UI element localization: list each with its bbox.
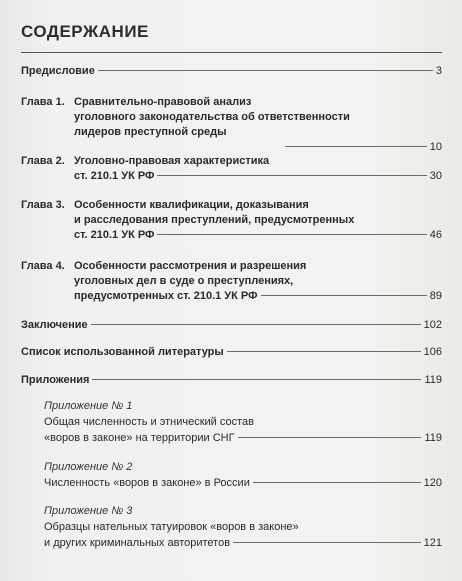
toc-entry-title: Приложения	[21, 374, 90, 386]
appendix-title: Приложение № 1	[44, 400, 133, 412]
dot-leader	[261, 295, 427, 296]
toc-page-number: 3	[435, 65, 442, 77]
toc-entry-title-line: Сравнительно-правовой анализ	[74, 96, 252, 108]
toc-page-number: 102	[423, 319, 442, 331]
toc-entry-title: Заключение	[21, 319, 88, 331]
title-divider	[21, 52, 442, 53]
dot-leader	[253, 482, 421, 483]
dot-leader	[285, 146, 427, 147]
toc-entry-preface[interactable]	[21, 64, 442, 79]
chapter-label: Глава 2.	[21, 155, 65, 167]
toc-entry-conclusion[interactable]	[21, 318, 442, 333]
toc-entry-title-line: ст. 210.1 УК РФ	[74, 229, 155, 241]
toc-page-number: 46	[429, 229, 442, 241]
chapter-label: Глава 1.	[21, 96, 65, 108]
toc-entry-appendices[interactable]	[21, 373, 442, 388]
toc-entry-title-line: и расследования преступлений, предусмотренных	[74, 214, 355, 226]
chapter-label: Глава 3.	[21, 199, 65, 211]
page-title: СОДЕРЖАНИЕ	[21, 22, 149, 41]
chapter-label: Глава 4.	[21, 260, 65, 272]
dot-leader	[98, 70, 433, 71]
toc-page-number: 10	[429, 141, 442, 153]
toc-entry-title-line: лидеров преступной среды	[74, 126, 227, 138]
toc-entry-chapter-4[interactable]	[21, 259, 442, 304]
toc-page-number: 120	[423, 477, 442, 489]
appendix-text-line: Общая численность и этнический состав	[44, 416, 254, 428]
appendix-text-line: и других криминальных авторитетов	[44, 537, 231, 549]
appendix-title: Приложение № 3	[44, 505, 133, 517]
appendix-title: Приложение № 2	[44, 461, 133, 473]
toc-page-number: 89	[429, 290, 442, 302]
toc-entry-title-line: уголовного законодательства об ответственности	[74, 111, 350, 123]
toc-entry-chapter-3[interactable]	[21, 198, 442, 243]
toc-entry-title-line: Особенности квалификации, доказывания	[74, 199, 309, 211]
toc-entry-title: Предисловие	[21, 65, 95, 77]
dot-leader	[157, 175, 426, 176]
toc-entry-title-line: Уголовно-правовая характеристика	[74, 155, 270, 167]
toc-entry-title-line: уголовных дел в суде о преступлениях,	[74, 275, 294, 287]
toc-entry-title-line: ст. 210.1 УК РФ	[74, 170, 155, 182]
toc-page-number: 121	[423, 537, 442, 549]
appendix-text-line: «воров в законе» на территории СНГ	[44, 432, 235, 444]
toc-page-number: 119	[424, 432, 442, 444]
appendix-text-line: Образцы нательных татуировок «воров в законе»	[44, 521, 299, 533]
toc-entry-title: Список использованной литературы	[21, 346, 224, 358]
dot-leader	[238, 437, 422, 438]
toc-appendix-1[interactable]	[44, 398, 442, 446]
dot-leader	[233, 542, 421, 543]
toc-appendix-2[interactable]	[44, 459, 442, 491]
toc-entry-chapter-1[interactable]	[21, 95, 442, 155]
toc-appendix-3[interactable]	[44, 503, 442, 551]
toc-entry-title-line: предусмотренных ст. 210.1 УК РФ	[74, 290, 258, 302]
toc-page-number: 30	[429, 170, 442, 182]
dot-leader	[157, 234, 426, 235]
toc-entry-title-line: Особенности рассмотрения и разрешения	[74, 260, 307, 272]
toc-page-number: 106	[423, 346, 442, 358]
toc-entry-references[interactable]	[21, 345, 442, 360]
toc-entry-chapter-2[interactable]	[21, 154, 442, 184]
dot-leader	[92, 379, 421, 380]
dot-leader	[227, 351, 421, 352]
appendix-text-line: Численность «воров в законе» в России	[44, 477, 250, 489]
toc-page-number: 119	[424, 374, 442, 386]
dot-leader	[91, 324, 421, 325]
